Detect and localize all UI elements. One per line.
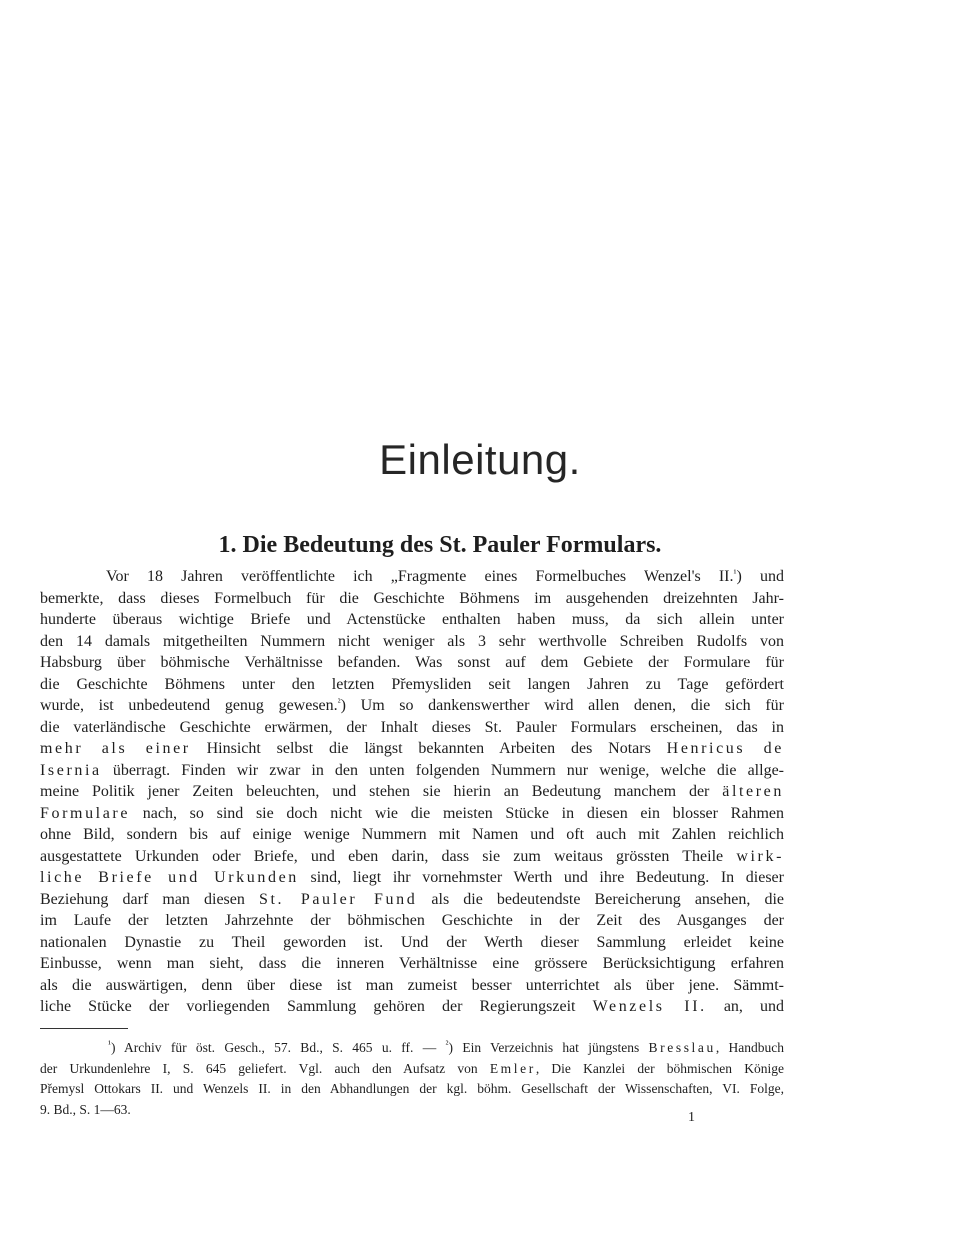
footnote-line: 9. Bd., S. 1—63. (40, 1101, 131, 1117)
body-text (40, 566, 784, 1018)
body-line: liche Briefe und Urkunden sind, liegt ihr vornehmster Werth und ihre Bedeutung. In dieser (40, 869, 784, 886)
body-line: den 14 damals mitgetheilten Nummern nicht weniger als 3 sehr werthvolle Schreiben Rudolfs von (40, 632, 784, 650)
section-heading: 1. Die Bedeutung des St. Pauler Formulars. (218, 531, 662, 558)
page-number: 1 (688, 1110, 695, 1125)
body-line: ausgestattete Urkunden oder Briefe, und eben darin, dass sie zum weitaus grössten Theile wirk- (40, 847, 784, 865)
body-line: liche Stücke der vorliegenden Sammlung gehören der Regierungszeit Wenzels II. an, und (40, 998, 785, 1015)
page-title: Einleitung. (379, 436, 581, 484)
footnotes (40, 1038, 784, 1120)
body-line: bemerkte, dass dieses Formelbuch für die Geschichte Böhmens im ausgehenden dreizehnten Jahr- (40, 589, 784, 607)
body-line: ohne Bild, sondern bis auf einige wenige Nummern mit Namen und oft auch mit Zahlen reichlich (40, 826, 784, 843)
body-line: im Laufe der letzten Jahrzehnte der böhmischen Geschichte in der Zeit des Ausganges der (40, 912, 784, 929)
body-line: wurde, ist unbedeutend genug gewesen.$^{^2}$) Um so dankenswerther wird allen denen, die sich für (40, 697, 784, 714)
footnote-line: Přemysl Ottokars II. und Wenzels II. in den Abhandlungen der kgl. böhm. Gesellschaft der Wissenschaften, VI. Folge, (40, 1081, 784, 1096)
body-line: Formulare nach, so sind sie doch nicht wie die meisten Stücke in diesen ein blosser Rahmen (40, 804, 784, 822)
body-line: Isernia überragt. Finden wir zwar in den unten folgenden Nummern nur wenige, welche die allge- (40, 761, 784, 779)
body-line: Habsburg über böhmische Verhältnisse befanden. Was sonst auf dem Gebiete der Formulare für (40, 654, 784, 671)
footnote-divider (40, 1028, 128, 1029)
body-line: die Geschichte Böhmens unter den letzten Přemysliden seit langen Jahren zu Tage gefördert (40, 675, 784, 693)
body-line: Beziehung darf man diesen St. Pauler Fund als die bedeutendste Bereicherung ansehen, die (40, 890, 784, 908)
body-line: als die auswärtigen, denn über diese ist man zumeist besser unterrichtet als über jene. Sämmt- (40, 976, 784, 994)
body-line: Einbusse, wenn man sieht, dass die inneren Verhältnisse eine grössere Berücksichtigung erfahren (40, 955, 784, 972)
body-line: Vor 18 Jahren veröffentlichte ich „Fragmente eines Formelbuches Wenzel's II.$^{^1}$) und (106, 568, 784, 585)
body-line: meine Politik jener Zeiten beleuchten, und stehen sie hierin an Bedeutung manchem der älteren (40, 783, 784, 800)
body-line: hunderte überaus wichtige Briefe und Actenstücke enthalten haben muss, da sich allein unter (40, 611, 784, 628)
footnote-line: $^{^1}$) Archiv für öst. Gesch., 57. Bd., S. 465 u. ff. — $^{^2}$) Ein Verzeichnis hat jüngstens Bresslau, Handbuch (108, 1039, 785, 1055)
footnote-line: der Urkundenlehre I, S. 645 geliefert. Vgl. auch den Aufsatz von Emler, Die Kanzlei der böhmischen Könige (40, 1060, 784, 1076)
body-line: nationalen Dynastie zu Theil geworden ist. Und der Werth dieser Sammlung erleidet keine (40, 933, 784, 951)
body-line: die vaterländische Geschichte erwärmen, der Inhalt dieses St. Pauler Formulars erscheinen, das in (40, 718, 784, 736)
body-line: mehr als einer Hinsicht selbst die längst bekannten Arbeiten des Notars Henricus de (40, 740, 784, 757)
